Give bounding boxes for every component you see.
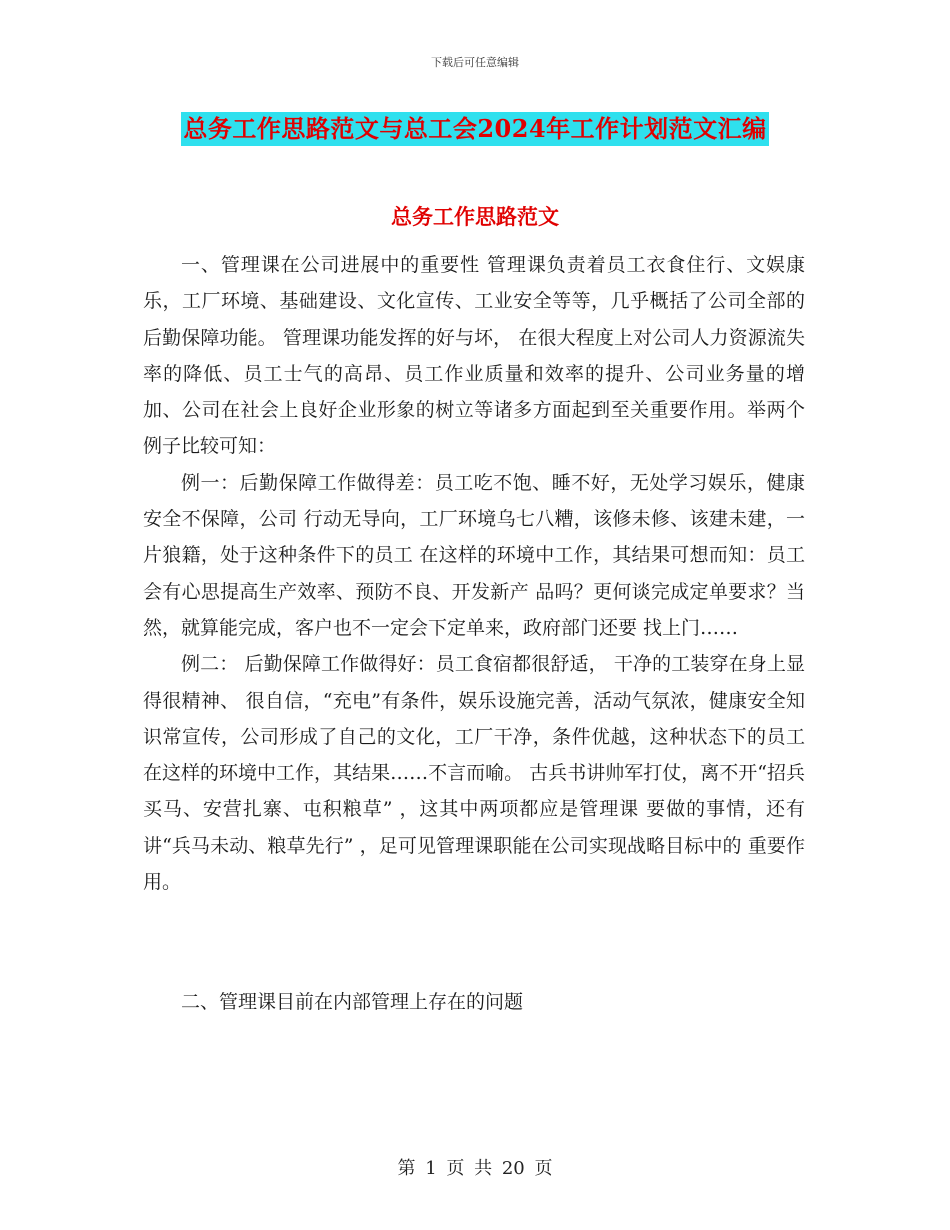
document-title: 总务工作思路范文与总工会2024年工作计划范文汇编 — [181, 112, 768, 146]
paragraph-importance: 一、管理课在公司进展中的重要性 管理课负责着员工衣食住行、文娱康乐，工厂环境、基础建设、文化宣传、工业安全等等，几乎概括了公司全部的后勤保障功能。 管理课功能发挥的好与坏， 在很大程度上对公司人力资源流失率的降低、员工士气的高昂、员工作业质量和效率的提升、公司业务量的增加、公司在社会上良好企业形象的树立等诸多方面起到至关重要作用。举两个例子比较可知： — [143, 254, 805, 458]
page-header-note: 下载后可任意编辑 — [431, 56, 519, 69]
document-title-container — [0, 112, 950, 146]
paragraph-example-one: 例一：后勤保障工作做得差：员工吃不饱、睡不好，无处学习娱乐，健康安全不保障，公司 行动无导向，工厂环境乌七八糟，该修未修、该建未建，一片狼籍，处于这种条件下的员工 在这样的环境中工作，其结果可想而知：员工会有心思提高生产效率、预防不良、开发新产 品吗？更何谈完成定单要求？当然，就算能完成，客户也不一定会下定单来，政府部门还要 找上门…… — [143, 471, 805, 639]
page-footer: 第 1 页 共 20 页 — [397, 1158, 553, 1179]
section-title: 总务工作思路范文 — [391, 204, 559, 229]
section-two-heading: 二、管理课目前在内部管理上存在的问题 — [181, 991, 524, 1013]
paragraph-example-two: 例二： 后勤保障工作做得好：员工食宿都很舒适， 干净的工装穿在身上显得很精神、 很自信，“充电”有条件，娱乐设施完善，活动气氛浓，健康安全知识常宣传，公司形成了自己的文化，工厂干净，条件优越，这种状态下的员工在这样的环境中工作，其结果……不言而喻。 古兵书讲帅军打仗，离不开“招兵买马、安营扎寨、屯积粮草” ，这其中两项都应是管理课 要做的事情，还有讲“兵马未动、粮草先行” ，足可见管理课职能在公司实现战略目标中的 重要作用。 — [143, 653, 805, 894]
document-body — [143, 247, 805, 900]
